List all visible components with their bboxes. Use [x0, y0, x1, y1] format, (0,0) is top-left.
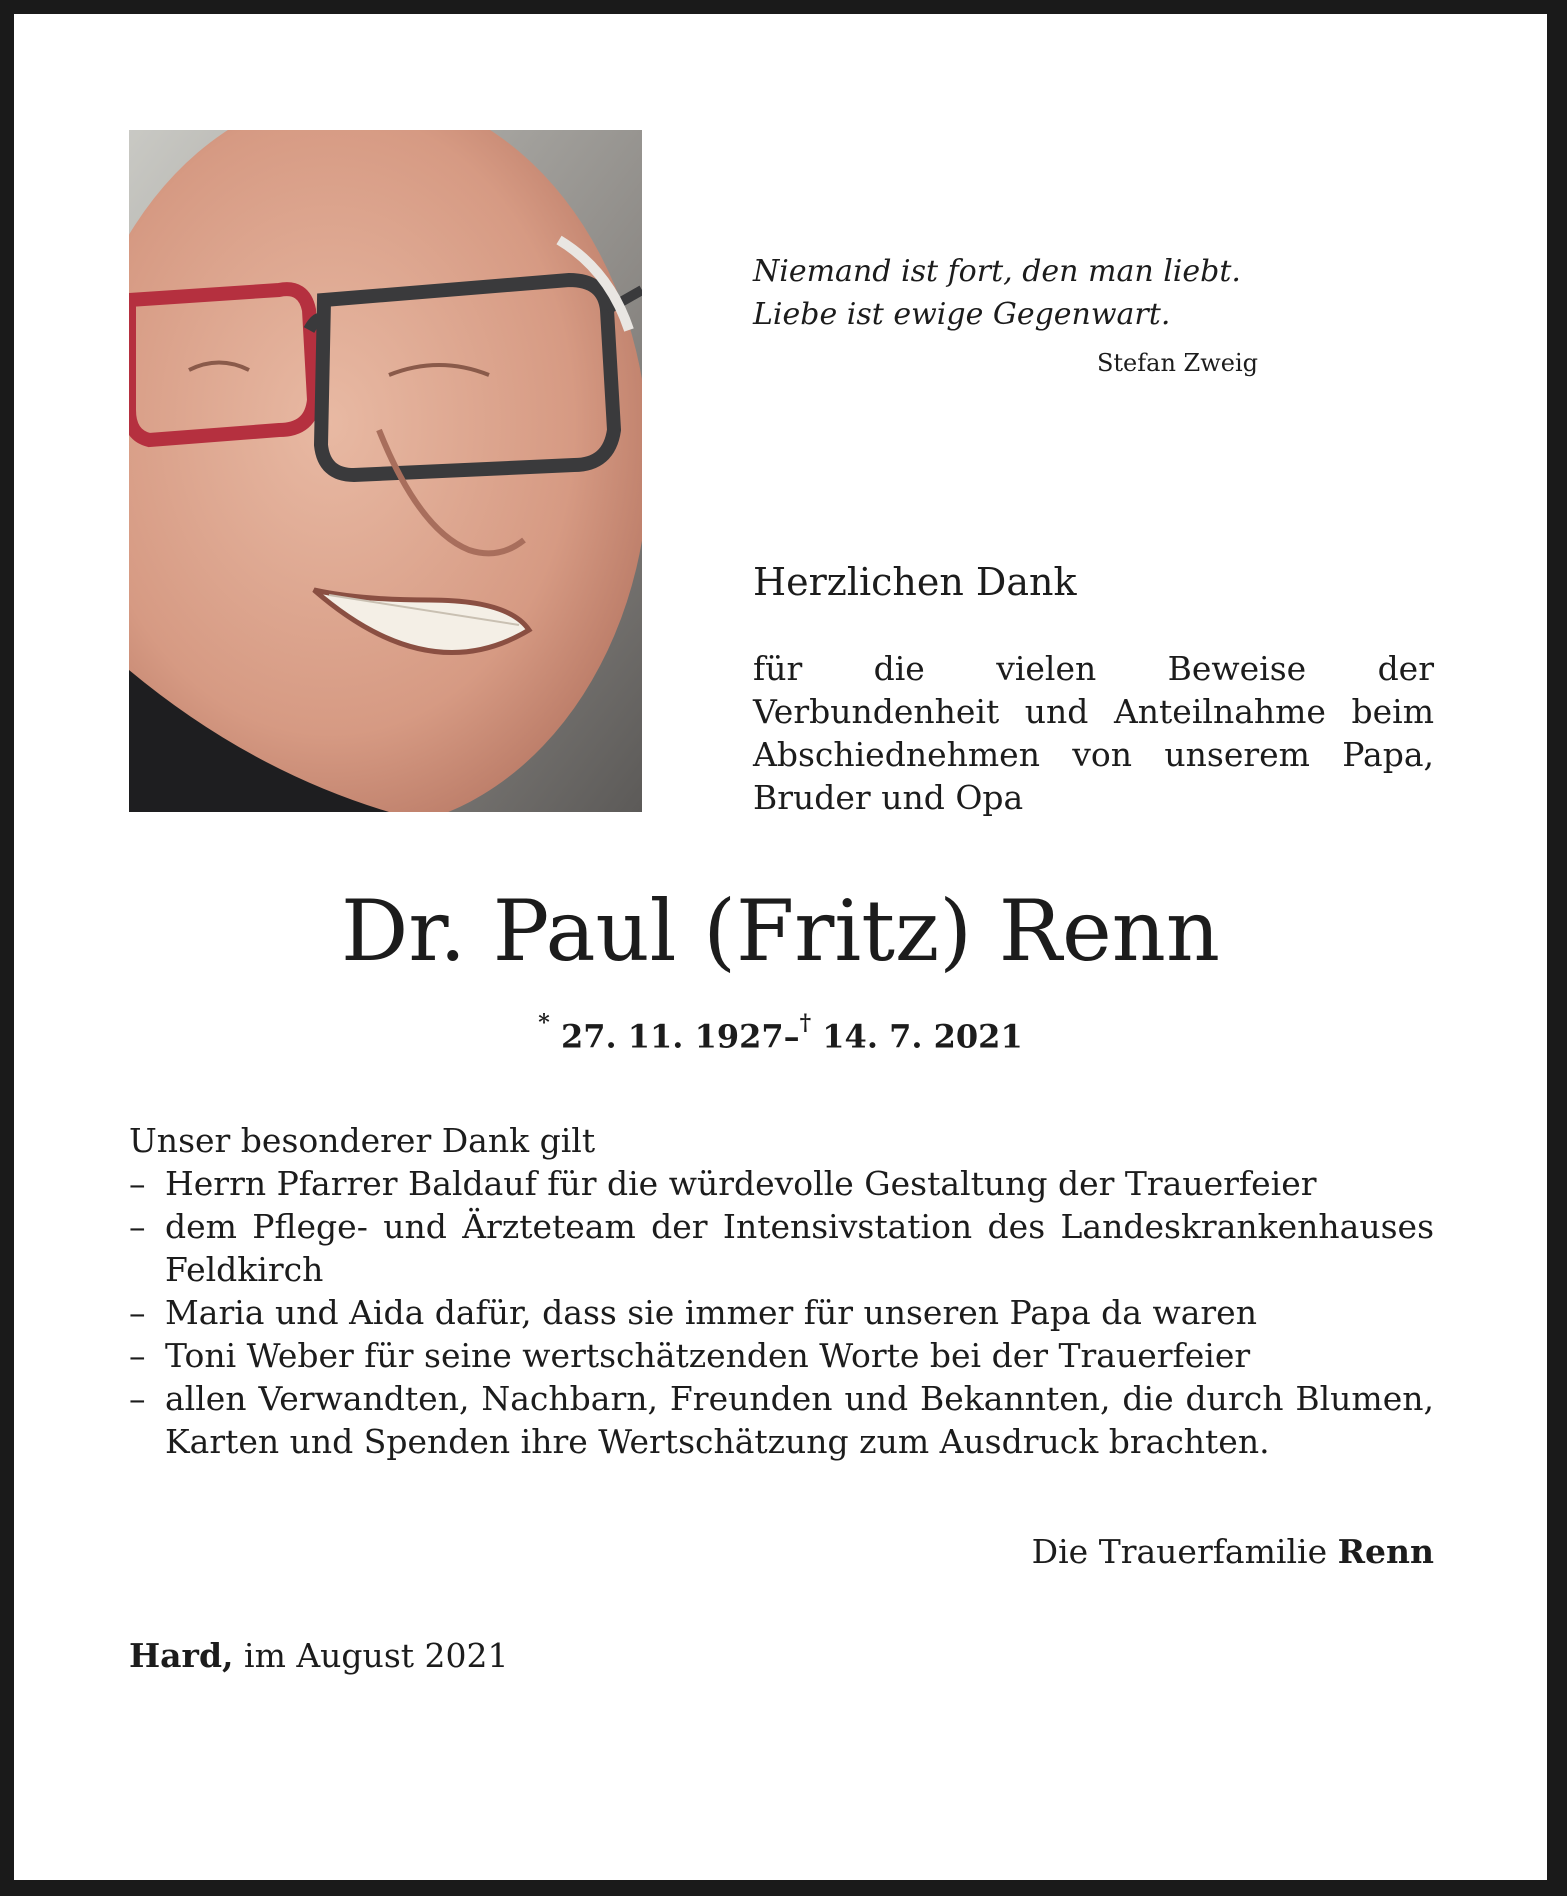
special-thanks-list	[129, 1162, 1434, 1463]
signature-family: Renn	[1337, 1532, 1434, 1571]
obituary-card	[14, 14, 1547, 1880]
list-item-text: Maria und Aida dafür, dass sie immer für unseren Papa da waren	[165, 1293, 1257, 1332]
thanks-body: für die vielen Beweise der Verbundenheit und Anteilnahme beim Abschiednehmen von unserem Papa, Bruder und Opa	[753, 649, 1434, 817]
list-item-text: dem Pflege- und Ärzteteam der Intensivstation des Landeskrankenhauses Feldkirch	[165, 1207, 1434, 1289]
place-date: im August 2021	[244, 1636, 509, 1675]
date-separator: –	[783, 1017, 800, 1056]
quote-line-1: Niemand ist fort, den man liebt.	[753, 254, 1241, 289]
place-and-date	[129, 1636, 508, 1675]
list-item	[129, 1162, 1434, 1205]
list-bullet: –	[129, 1164, 146, 1203]
life-dates	[14, 1010, 1547, 1056]
list-bullet: –	[129, 1293, 146, 1332]
list-item	[129, 1291, 1434, 1334]
signature-prefix: Die Trauerfamilie	[1031, 1532, 1328, 1571]
list-bullet: –	[129, 1379, 146, 1418]
signature	[1032, 1532, 1434, 1571]
list-item-text: Toni Weber für seine wertschätzenden Worte bei der Trauerfeier	[165, 1336, 1251, 1375]
birth-date: 27. 11. 1927	[560, 1017, 784, 1056]
quote-author: Stefan Zweig	[1096, 349, 1258, 377]
portrait-photo	[129, 130, 642, 812]
death-symbol: †	[799, 1010, 812, 1036]
list-item	[129, 1377, 1434, 1463]
birth-symbol: *	[538, 1010, 550, 1036]
list-item-text: Herrn Pfarrer Baldauf für die würdevolle Gestaltung der Trauerfeier	[165, 1164, 1317, 1203]
list-item-text: allen Verwandten, Nachbarn, Freunden und Bekannten, die durch Blumen, Karten und Spenden ihre Wertschätzung zum Ausdruck brachten.	[165, 1379, 1434, 1461]
list-item	[129, 1205, 1434, 1291]
thanks-heading: Herzlichen Dank	[753, 560, 1077, 604]
list-item	[129, 1334, 1434, 1377]
quote-line-2: Liebe ist ewige Gegenwart.	[753, 297, 1171, 332]
list-bullet: –	[129, 1207, 146, 1246]
list-bullet: –	[129, 1336, 146, 1375]
quote	[753, 250, 1241, 336]
portrait-image	[129, 130, 642, 812]
place-town: Hard,	[129, 1636, 234, 1675]
deceased-name: Dr. Paul (Fritz) Renn	[341, 882, 1220, 980]
death-date: 14. 7. 2021	[822, 1017, 1023, 1056]
special-thanks-intro: Unser besonderer Dank gilt	[129, 1121, 596, 1160]
